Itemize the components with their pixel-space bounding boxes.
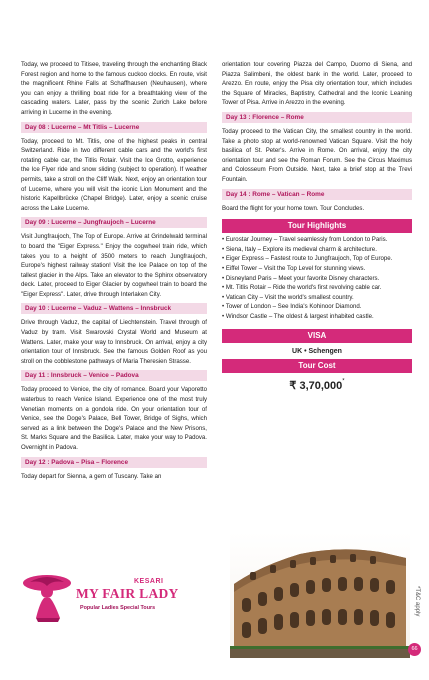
- highlight-item: • Vatican City – Visit the world's smallest country.: [222, 293, 412, 303]
- highlight-item: • Eiger Express – Fastest route to Jungfraujoch, Top of Europe.: [222, 254, 412, 264]
- highlight-item: • Siena, Italy – Explore its medieval charm & architecture.: [222, 245, 412, 255]
- tour-cost-mark: *: [342, 379, 345, 386]
- right-column: [222, 0, 412, 394]
- day-10-heading: Day 10 : Lucerne – Vaduz – Wattens – Innsbruck: [21, 303, 207, 314]
- my-fair-lady-logo: [22, 574, 182, 624]
- tour-highlights-list: [222, 235, 412, 321]
- intro-paragraph: Today, we proceed to Titisee, traveling through the enchanting Black Forest region and home to the famous cuckoo clocks. En route, visit the magnificent Rhine Falls at Schaffhausen (Neuhausen), where you can enjoy a thrilling boat ride for a breathtaking view of the cascading waters. Later, pass by the scenic Zurich Lake before arriving in Lucerne in the evening.: [21, 61, 207, 116]
- logo-tagline: Popular Ladies Special Tours: [80, 605, 156, 611]
- highlight-item: • Eurostar Journey – Travel seamlessly from London to Paris.: [222, 235, 412, 245]
- day-14-heading: Day 14 : Rome – Vatican – Rome: [222, 189, 412, 200]
- right-intro-paragraph: orientation tour covering Piazza del Campo, Duomo di Siena, and Piazza Salimbeni, the oldest bank in the world. Later, proceed to Arezzo. En route, enjoy the Pisa city orientation tour, which includes the Square of Miracles, Baptistry, Cathedral and the Iconic Leaning Tower of Pisa. Arrive in Arezzo in the evening.: [222, 61, 412, 107]
- day-13-text: Today proceed to the Vatican City, the smallest country in the world. Take a photo stop at world-renowned Vatican Square. Visit the holy basilica of St. Peter's. Arrive in Rome. On arrival, enjoy the city orientation tour and see the Roman Forum. See the Circus Maximus and Colosseum From Outside. Next, take a brief stop at the Trevi Fountain.: [222, 127, 412, 183]
- tour-cost-value: ₹ 3,70,000: [289, 380, 343, 393]
- visa-value: UK • Schengen: [292, 348, 342, 356]
- day-09-heading: Day 09 : Lucerne – Jungfraujoch – Lucerne: [21, 217, 207, 228]
- day-13-heading: Day 13 : Florence – Rome: [222, 112, 412, 123]
- logo-brand: KESARI: [134, 578, 164, 585]
- day-12-text: Today depart for Sienna, a gem of Tuscany. Take an: [21, 472, 162, 480]
- colosseum-photo: [230, 532, 410, 658]
- tour-highlights-heading: Tour Highlights: [222, 219, 412, 233]
- day-11-text: Today proceed to Venice, the city of romance. Board your Vaporetto waterbus to reach Venice Island. Experience one of the most truly Venetian moments on a gondola ride. On your orientation tour of Venice, see the Doge's Palace, Bell Tower, Bridge of Sighs, which served as a link between the Doge's Palace and the New Prisons, St. Marks Square and the Basilica. Later, make your way to Padova. Overnight in Padova.: [21, 386, 207, 451]
- tour-cost-heading: Tour Cost: [222, 359, 412, 373]
- left-column: [21, 0, 207, 481]
- day-10-text: Drive through Vaduz, the capital of Liechtenstein. Travel through of Vaduz by tram. Visit Swarovski Crystal World and Museum at Wattens. Later, make your way to Innsbruck. On arrival, enjoy a city orientation tour of Innsbruck. See the famous Golden Roof as you stroll on the cobblestone pathways of Maria Theresien Strasse.: [21, 319, 207, 365]
- day-14-text: Board the flight for your home town. Tour Concludes.: [222, 204, 365, 212]
- day-12-heading: Day 12 : Padova – Pisa – Florence: [21, 457, 207, 468]
- day-09-text: Visit Jungfraujoch, The Top of Europe. Arrive at Grindelwald terminal to board the "Eiger Express." Enjoy the cogwheel train ride, which takes you to a height of 3500 meters to reach Jungfraujoch, Europe's highest railway station! Visit the Ice Palace on top of the tallest glacier in the Alps. Take an elevator to the Sphinx observatory deck. Later, proceed to Eiger Glacier by cogwheel train to board the "Eiger Express". Later, drive through Interlaken City.: [21, 233, 207, 298]
- day-08-heading: Day 08 : Lucerne – Mt Titlis – Lucerne: [21, 122, 207, 133]
- day-08-text: Today, proceed to Mt. Titlis, one of the highest peaks in central Switzerland. Ride in two different cable cars and the world's first rotating cable car, the Titlis Rotair. Visit the Ice Grotto, experience the Ice Flyer ride and snow sliding (subject to operation). If weather permits, take a stroll on the Cliff Walk. Next, enjoy an orientation tour of Lucerne, where you will visit the iconic Lion Monument and the historic Kapellbrücke (Chapel Bridge). Later, enjoy a scenic cruise across the Lake Lucerne.: [21, 137, 207, 212]
- logo-name: MY FAIR LADY: [76, 586, 179, 601]
- day-11-heading: Day 11 : Innsbruck – Venice – Padova: [21, 370, 207, 381]
- visa-heading: VISA: [222, 329, 412, 343]
- terms-note: *T&C apply: [414, 586, 420, 617]
- lady-silhouette-icon: [22, 572, 72, 624]
- highlight-item: • Windsor Castle – The oldest & largest inhabited castle.: [222, 312, 412, 322]
- highlight-item: • Eiffel Tower – Visit the Top Level for stunning views.: [222, 264, 412, 274]
- highlight-item: • Tower of London – See India's Kohinoor Diamond.: [222, 302, 412, 312]
- page-number: 66: [408, 643, 421, 656]
- tour-cost-line: [222, 376, 412, 394]
- highlight-item: • Disneyland Paris – Meet your favorite Disney characters.: [222, 274, 412, 284]
- highlight-item: • Mt. Titlis Rotair – Ride the world's first revolving cable car.: [222, 283, 412, 293]
